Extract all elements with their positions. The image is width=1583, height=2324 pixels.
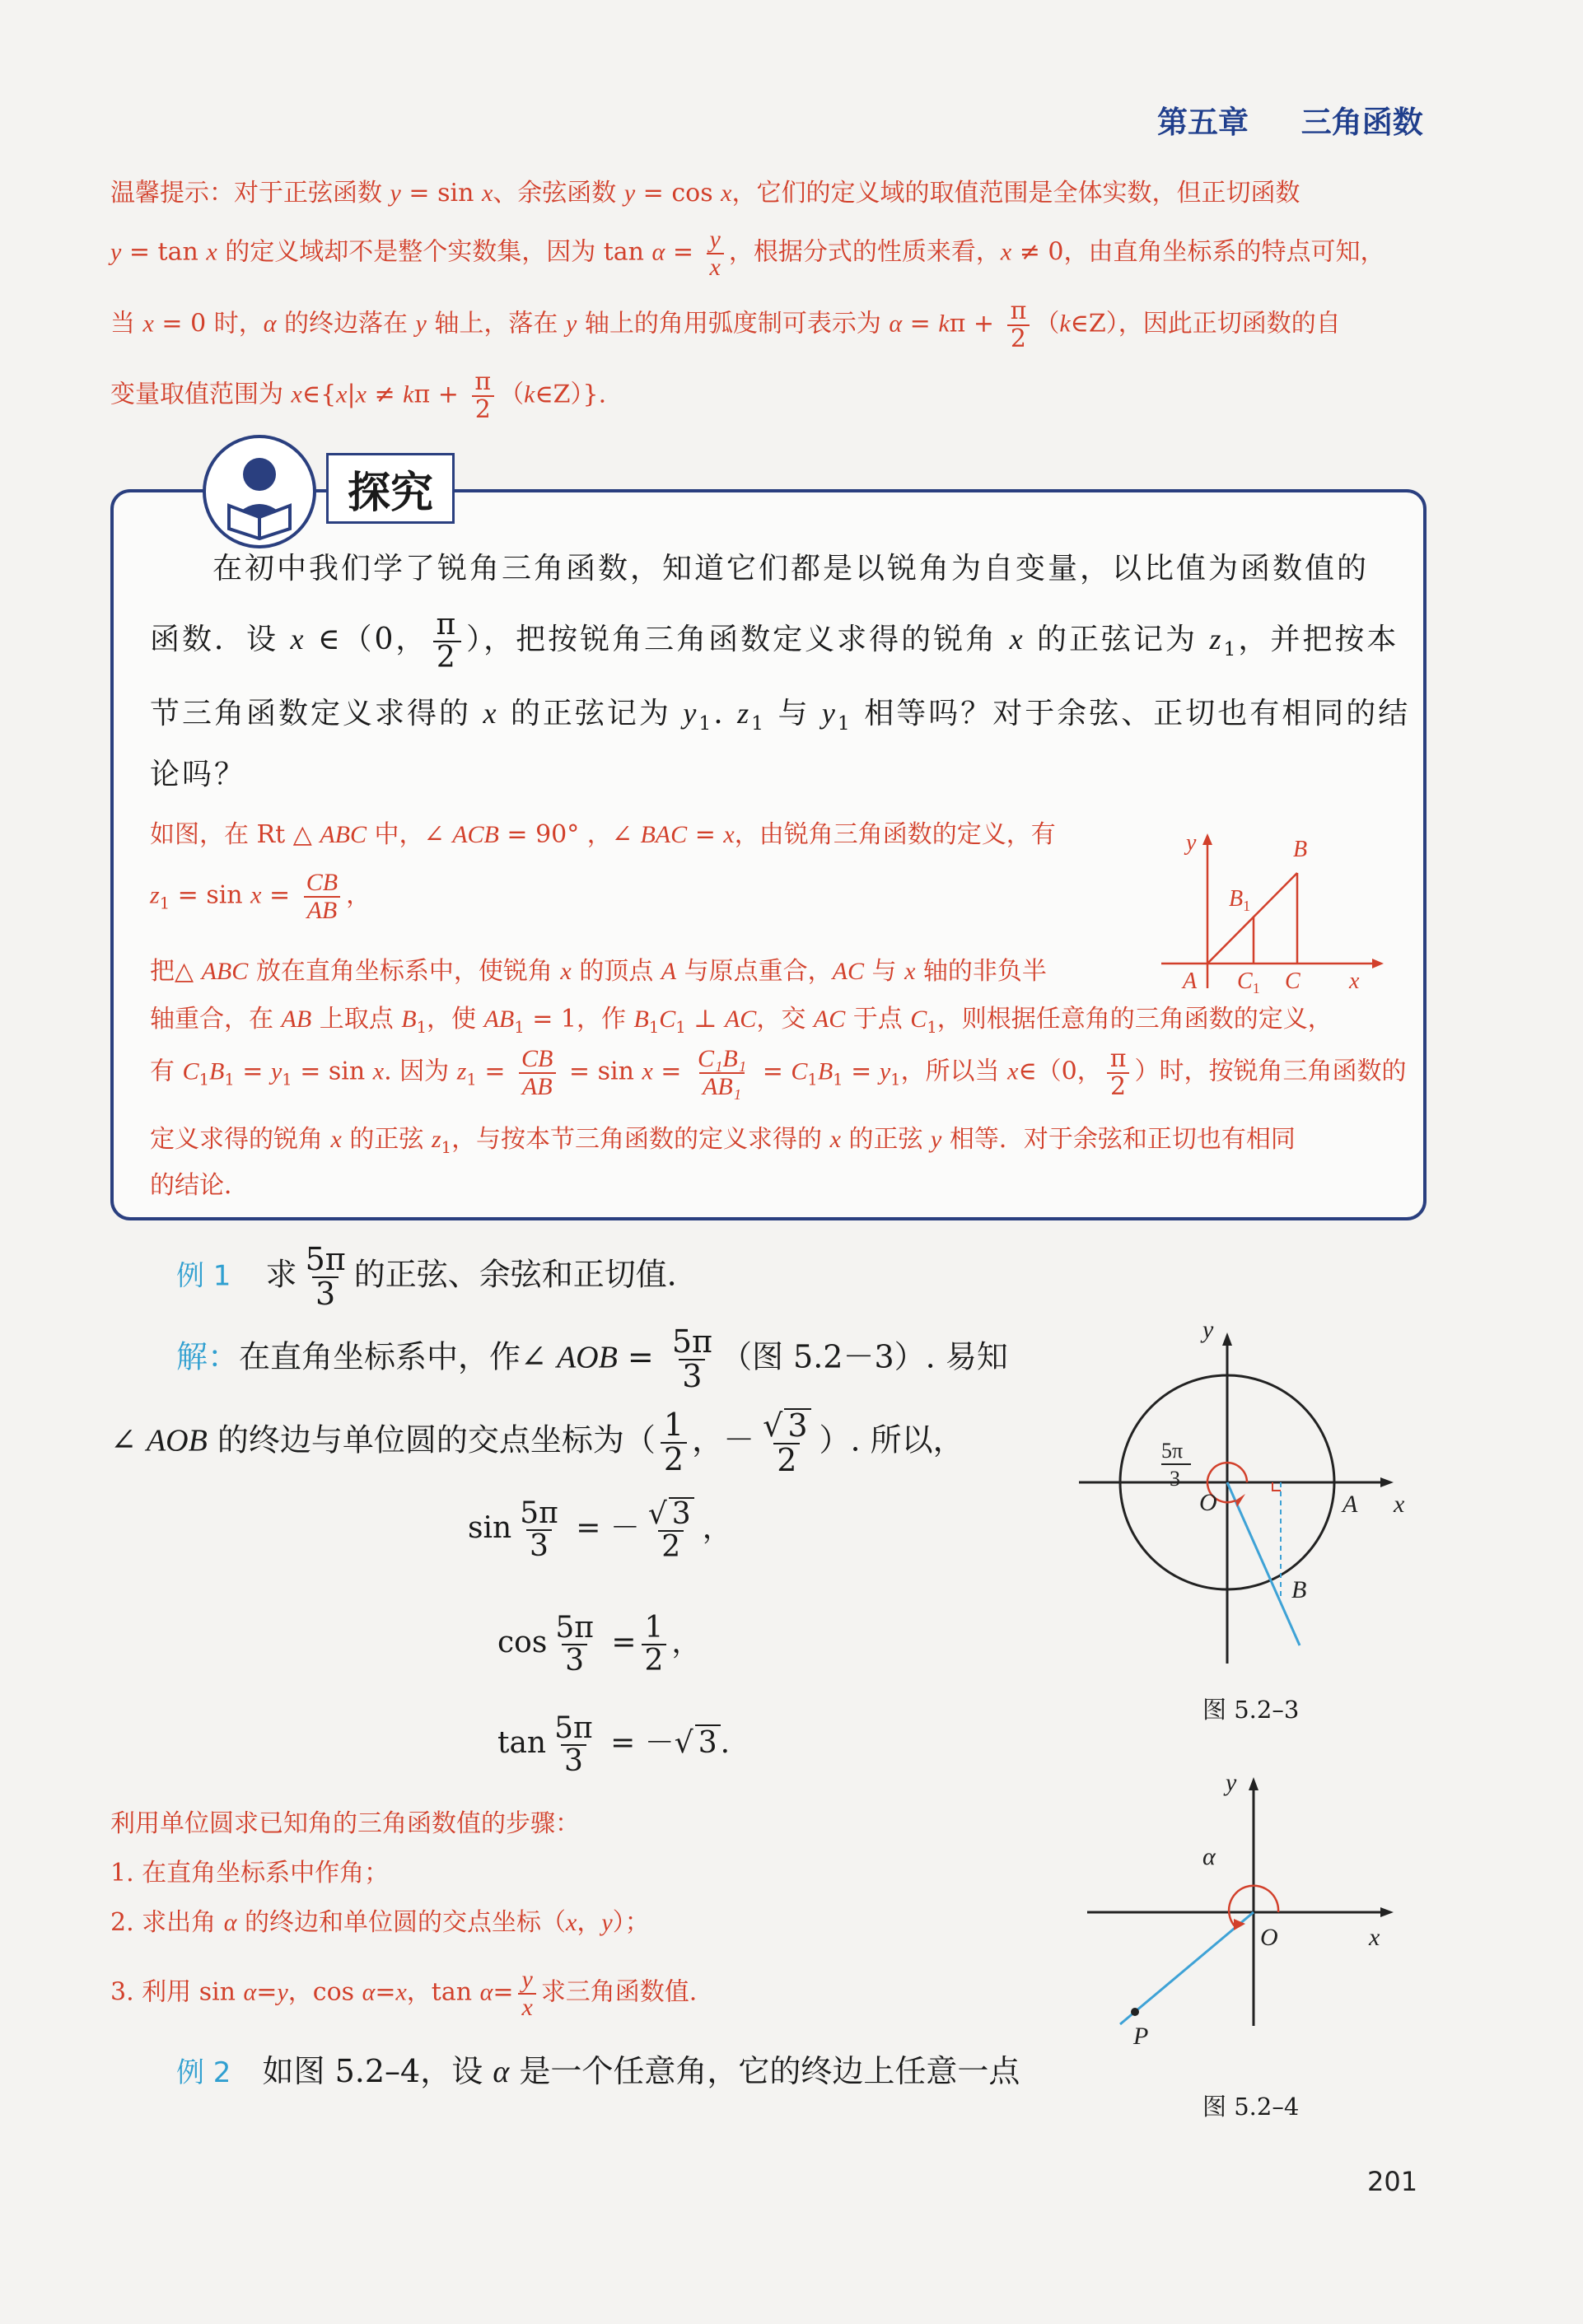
fig-abc-label-x: x: [1349, 968, 1360, 994]
fig524-label-y: y: [1226, 1769, 1237, 1796]
fig524-label-alpha: α: [1202, 1843, 1216, 1870]
fig524-label-x: x: [1369, 1924, 1380, 1951]
tip-line-2: y = tan x 的定义域却不是整个实数集，因为 tan α = $\frac{y}{x}$ ，根据分式的性质来看，x ≠ 0，由直角坐标系的特点可知，: [110, 226, 1385, 281]
step-2: 2. 求出角 α 的终边和单位圆的交点坐标（x，y）；: [110, 1908, 650, 1937]
chapter-title: 三角函数: [1300, 105, 1423, 140]
cos-equation: cos $\frac{5\pi}{3}$ = $\frac{1}{2}$ ，: [497, 1611, 702, 1678]
fig-abc-x-arrow: [1372, 959, 1384, 968]
figure-5-2-4-caption: 图 5.2–4: [1202, 2093, 1300, 2121]
fig-abc-label-c: C: [1285, 968, 1300, 994]
explore-paragraph-line-4: 论吗？: [150, 758, 247, 791]
fig-abc-label-c1: $C_1$: [1237, 968, 1260, 996]
answer-line-6: 定义求得的锐角 x 的正弦 $z_1$，与按本节三角函数的定义求得的 x 的正弦 y 相等．对于余弦和正切也有相同: [150, 1125, 1296, 1157]
fig524-label-o: O: [1260, 1924, 1278, 1951]
fig-abc-label-b1: $B_1$: [1229, 886, 1251, 914]
fig523-label-y: y: [1202, 1318, 1214, 1343]
triangle-figure: [1153, 824, 1400, 996]
fig-abc-label-a: A: [1183, 968, 1198, 994]
fig-abc-hypotenuse: [1207, 873, 1297, 964]
fig-abc-label-b: B: [1293, 837, 1308, 862]
tan-equation: tan $\frac{5\pi}{3}$ = －√ 3 .: [497, 1711, 731, 1778]
fig524-x-arrow: [1380, 1907, 1394, 1917]
fig523-terminal-side: [1227, 1482, 1300, 1645]
fig523-angle-den: 3: [1170, 1467, 1180, 1491]
example-1-label: 例 1: [176, 1259, 231, 1293]
answer-line-4: 轴重合，在 AB 上取点 $B_1$，使 $AB_1 = 1$，作 $B_1C_1$ ⊥ AC，交 AC 于点 $C_1$，则根据任意角的三角函数的定义，: [150, 1005, 1333, 1037]
fig523-label-b: B: [1291, 1576, 1307, 1603]
step-3: 3. 利用 sin α=y，cos α=x，tan α= $\frac{y}{x}$ 求三角函数值.: [110, 1966, 698, 2021]
explore-paragraph-line-3: 节三角函数定义求得的 x 的正弦记为 $y_1$. $z_1$ 与 $y_1$ 相等吗？对于余弦、正切也有相同的结: [150, 697, 1411, 735]
solution-line-1: 解：在直角坐标系中，作∠ AOB = $\frac{5\pi}{3}$ （图 5.2－3）. 易知: [176, 1323, 1008, 1394]
answer-line-7: 的结论．: [150, 1171, 249, 1200]
fig523-label-x: x: [1394, 1491, 1405, 1518]
answer-line-1: 如图，在 Rt △ ABC 中，∠ ACB = 90° ，∠ BAC = x，由锐角三角函数的定义，有: [150, 820, 1056, 849]
fig524-point-p: [1131, 2008, 1139, 2016]
reader-icon: [203, 435, 316, 548]
fig523-label-a: A: [1343, 1491, 1358, 1518]
solution-label: 解：: [176, 1338, 240, 1375]
explore-paragraph-line-2: 函数．设 x ∈（0， $\frac{\pi}{2}$ ），把按锐角三角函数定义求得的锐角 x 的正弦记为 $z_1$，并把按本: [150, 608, 1399, 674]
sin-equation: sin $\frac{5\pi}{3}$ = － $\frac{√ 3}{2}$ ，: [468, 1496, 732, 1564]
example-2-label: 例 2: [176, 2056, 231, 2089]
fig523-x-arrow: [1380, 1477, 1394, 1487]
figure-5-2-3-caption: 图 5.2–3: [1202, 1696, 1300, 1724]
figure-5-2-4: [1071, 1762, 1417, 2075]
example-2-text: 例 2 如图 5.2–4，设 α 是一个任意角，它的终边上任意一点: [176, 2053, 1020, 2089]
fig523-angle-num: 5π: [1161, 1439, 1184, 1463]
fig524-terminal-side: [1120, 1912, 1254, 2024]
fig-abc-y-arrow: [1202, 833, 1212, 845]
tip-line-4: 变量取值范围为 x∈{x|x ≠ kπ + $\frac{\pi}{2}$ （k∈Z）}.: [110, 367, 607, 424]
fig523-y-arrow: [1222, 1332, 1232, 1346]
step-1: 1. 在直角坐标系中作角；: [110, 1859, 390, 1888]
fig524-label-p: P: [1133, 2023, 1149, 2050]
page-number: 201: [1367, 2166, 1418, 2197]
answer-line-5: 有 $C_1B_1 = y_1 = \sin x$. 因为 $z_1$ = $\frac{CB}{AB}$ = sin x = $\frac{\text{C₁B₁}}{\text{AB₁}}$ = $C_1B_1 = y_1$，所以当 x∈（0， $\frac{\pi}{2}$ ）时，按锐角三角函数的: [150, 1044, 1407, 1101]
answer-line-3: 把△ ABC 放在直角坐标系中，使锐角 x 的顶点 A 与原点重合，AC 与 x 轴的非负半: [150, 957, 1047, 986]
steps-title: 利用单位圆求已知角的三角函数值的步骤：: [110, 1809, 580, 1838]
example-1-question: 例 1 求 $\frac{5\pi}{3}$ 的正弦、余弦和正切值．: [176, 1241, 698, 1312]
answer-line-2: $z_1 = \sin x$ = $\frac{CB}{AB}$ ，: [150, 869, 371, 924]
chapter-header: [1157, 97, 1423, 142]
fraction-y-over-x: $\frac{y}{x}$: [707, 226, 724, 280]
chapter-number: 第五章: [1157, 105, 1249, 140]
figure-5-2-3: [1071, 1318, 1417, 1729]
fig-abc-label-y: y: [1186, 830, 1197, 856]
tip-line-1: 温馨提示：对于正弦函数 y = sin x、余弦函数 y = cos x，它们的定义域的取值范围是全体实数，但正切函数: [110, 179, 1300, 208]
solution-line-2: ∠ AOB 的终边与单位圆的交点坐标为（ $\frac{1}{2}$ ，－ $\frac{√ 3}{2}$ ）. 所以，: [110, 1407, 964, 1478]
explore-title: 探究: [326, 453, 455, 524]
reader-icon-svg: [206, 438, 313, 545]
fig523-label-o: O: [1199, 1489, 1217, 1516]
fig523-arc-arrow: [1235, 1494, 1245, 1507]
tip-line-3: 当 x = 0 时，α 的终边落在 y 轴上，落在 y 轴上的角用弧度制可表示为 α = kπ + $\frac{\pi}{2}$ （k∈Z），因此正切函数的自: [110, 296, 1341, 353]
fig524-y-arrow: [1249, 1777, 1258, 1790]
explore-paragraph-line-1: 在初中我们学了锐角三角函数，知道它们都是以锐角为自变量，以比值为函数值的: [212, 552, 1370, 586]
